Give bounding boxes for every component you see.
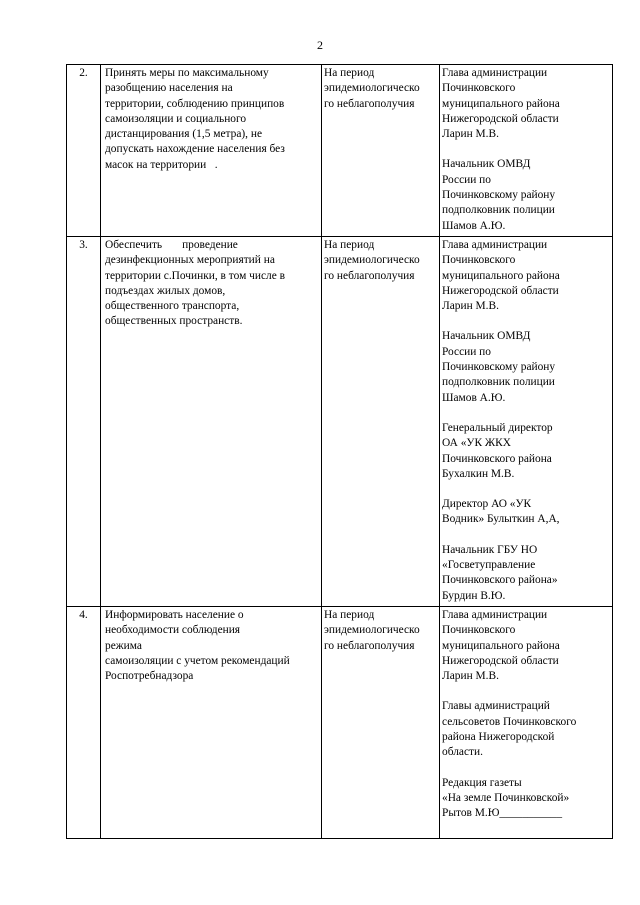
responsible-line: Починковского [442, 624, 516, 637]
action-line: необходимости соблюдения [105, 624, 241, 637]
responsible-line: «Госветуправление [442, 559, 536, 572]
action-cell [101, 65, 322, 237]
responsible-entry [442, 238, 610, 314]
responsible-entry [442, 329, 610, 405]
responsible-line: Бухалкин М.В. [442, 467, 515, 480]
responsible-line: района Нижегородской [442, 730, 555, 743]
action-line: допускать нахождение населения без [105, 143, 285, 156]
measures-table [66, 64, 613, 839]
action-line: Обеспечить проведение [105, 238, 238, 251]
responsible-line: Главы администраций [442, 700, 550, 713]
action-line: территории, соблюдению принципов [105, 97, 285, 110]
responsible-entry [442, 497, 610, 528]
action-cell [101, 236, 322, 606]
responsible-line: подполковник полиции [442, 376, 555, 389]
responsible-line: Глава администрации [442, 608, 548, 621]
row-number: 2. [67, 65, 101, 237]
term-line: го неблагополучия [324, 97, 415, 110]
term-line: го неблагополучия [324, 639, 415, 652]
action-cell [101, 606, 322, 838]
responsible-line: сельсоветов Починковского [442, 715, 577, 728]
action-line: общественного транспорта, [105, 300, 240, 313]
responsible-line: Бурдин В.Ю. [442, 589, 506, 602]
responsible-line: Нижегородской области [442, 654, 559, 667]
action-line: дистанцирования (1,5 метра), не [105, 128, 263, 141]
responsible-line: Ларин М.В. [442, 300, 499, 313]
responsible-line: области. [442, 746, 483, 759]
responsible-line: Нижегородской области [442, 284, 559, 297]
responsible-line: подполковник полиции [442, 204, 555, 217]
responsible-line: Редакция газеты [442, 776, 522, 789]
action-line: Роспотребнадзора [105, 670, 194, 683]
term-cell [322, 606, 440, 838]
responsible-line: Починковскому району [442, 189, 556, 202]
responsible-line: Водник» Булыткин А,А, [442, 513, 560, 526]
term-line: эпидемиологическо [324, 624, 420, 637]
action-line: Принять меры по максимальному [105, 67, 269, 79]
term-line: эпидемиологическо [324, 254, 420, 267]
responsible-line: Глава администрации [442, 238, 548, 251]
responsible-entry [442, 543, 610, 604]
responsible-line: муниципального района [442, 269, 560, 282]
responsible-entry [442, 608, 610, 684]
term-line: го неблагополучия [324, 269, 415, 282]
term-line: эпидемиологическо [324, 82, 420, 95]
responsible-line: ОА «УК ЖКХ [442, 437, 511, 450]
responsible-line: Глава администрации [442, 67, 548, 79]
term-line: На период [324, 67, 375, 79]
responsible-line: Шамов А.Ю. [442, 219, 506, 232]
responsible-line: Починковского [442, 254, 516, 267]
responsible-line: Починковского района [442, 452, 552, 465]
responsible-entry [442, 157, 610, 233]
action-line: Информировать население о [105, 608, 244, 621]
responsible-line: Начальник ОМВД [442, 330, 531, 343]
responsible-line: Починковского района» [442, 574, 558, 587]
table-row [67, 606, 613, 838]
action-line: режима [105, 639, 142, 652]
action-line: дезинфекционных мероприятий на [105, 254, 275, 267]
row-number: 3. [67, 236, 101, 606]
responsible-cell [440, 236, 613, 606]
responsible-line: Ларин М.В. [442, 670, 499, 683]
action-line: масок на территории . [105, 158, 218, 171]
action-line: самоизоляции и социального [105, 112, 247, 125]
responsible-line: Директор АО «УК [442, 498, 532, 511]
action-line: самоизоляции с учетом рекомендаций [105, 654, 290, 667]
responsible-line: Починковскому району [442, 361, 556, 374]
responsible-line: России по [442, 345, 491, 358]
term-cell [322, 236, 440, 606]
responsible-line: Нижегородской области [442, 112, 559, 125]
responsible-entry [442, 699, 610, 760]
responsible-line: России по [442, 173, 491, 186]
table-row [67, 236, 613, 606]
responsible-line: Генеральный директор [442, 421, 553, 434]
responsible-entry [442, 421, 610, 482]
action-line: подъездах жилых домов, [105, 284, 226, 297]
term-cell [322, 65, 440, 237]
responsible-entry [442, 66, 610, 142]
responsible-line: Начальник ГБУ НО [442, 543, 538, 556]
action-line: разобщению населения на [105, 82, 233, 95]
page-number: 2 [317, 38, 323, 52]
term-line: На период [324, 608, 375, 621]
responsible-line: Починковского [442, 82, 516, 95]
responsible-line: Начальник ОМВД [442, 158, 531, 171]
responsible-line: «На земле Починковской» [442, 791, 570, 804]
table-row [67, 65, 613, 237]
term-line: На период [324, 238, 375, 251]
responsible-line: Рытов М.Ю___________ [442, 807, 563, 820]
action-line: общественных пространств. [105, 315, 243, 328]
responsible-line: Ларин М.В. [442, 128, 499, 141]
responsible-line: муниципального района [442, 97, 560, 110]
action-line: территории с.Починки, в том числе в [105, 269, 285, 282]
responsible-line: Шамов А.Ю. [442, 391, 506, 404]
responsible-line: муниципального района [442, 639, 560, 652]
row-number: 4. [67, 606, 101, 838]
responsible-cell [440, 606, 613, 838]
responsible-cell [440, 65, 613, 237]
responsible-entry [442, 776, 610, 822]
